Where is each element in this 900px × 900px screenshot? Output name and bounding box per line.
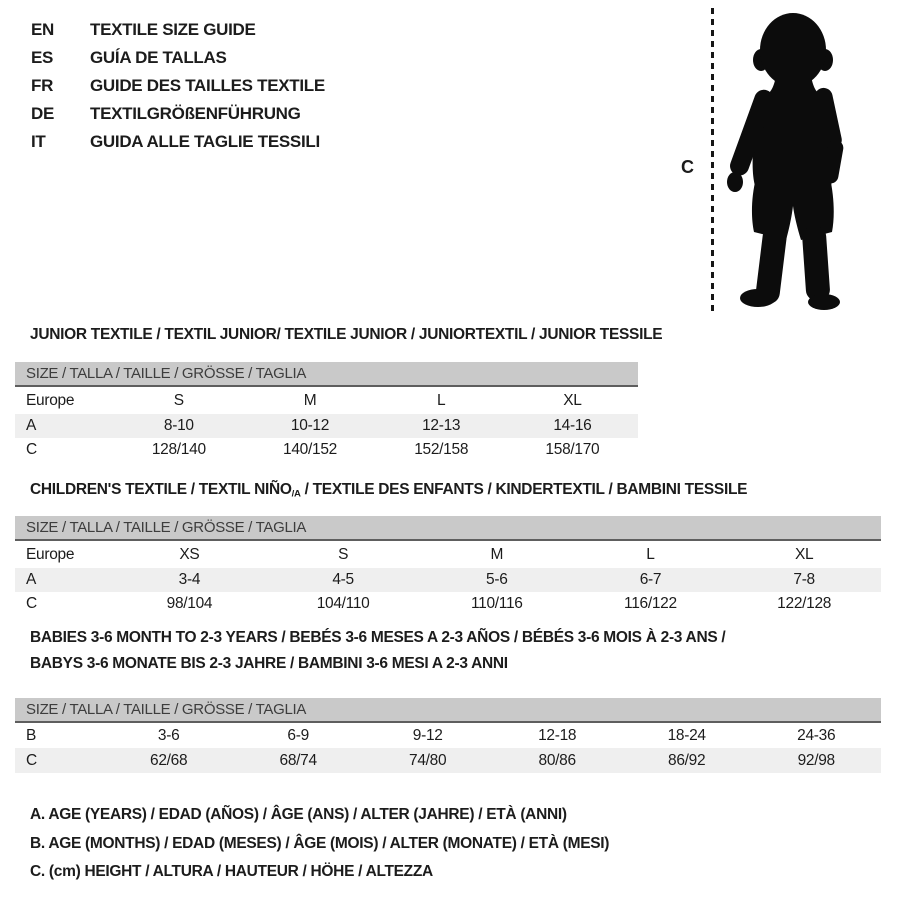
table-row [15, 414, 638, 438]
value-cell: 98/104 [166, 595, 213, 612]
value-cell: 5-6 [486, 571, 508, 588]
value-cell: 128/140 [151, 441, 206, 458]
language-code: EN [31, 20, 55, 39]
language-title: GUIDA ALLE TAGLIE TESSILI [90, 132, 320, 151]
children-table [15, 541, 881, 616]
note-a: A. AGE (YEARS) / EDAD (AÑOS) / ÂGE (ANS) / ALTER (JAHRE) / ETÀ (ANNI) [30, 806, 567, 824]
value-cell: S [338, 545, 349, 563]
row-label-cell: C [26, 595, 37, 612]
babies-section-title-line2: BABYS 3-6 MONATE BIS 2-3 JAHRE / BAMBINI 3-6 MESI A 2-3 ANNI [30, 655, 508, 672]
value-cell: 3-4 [178, 571, 201, 588]
value-cell: 68/74 [279, 751, 317, 769]
legend-notes [30, 801, 609, 887]
toddler-silhouette-icon [720, 10, 870, 312]
value-cell: 80/86 [538, 751, 576, 769]
value-cell: 6-7 [639, 571, 662, 588]
children-size-table [15, 516, 881, 616]
language-row-de [31, 100, 325, 128]
children-section-title [30, 481, 747, 499]
value-cell: 14-16 [553, 417, 592, 434]
table-header-row [15, 387, 638, 414]
table-row [15, 592, 881, 616]
babies-table [15, 723, 881, 773]
value-cell: M [303, 391, 317, 409]
value-cell: L [646, 545, 655, 563]
value-cell: 86/92 [668, 751, 706, 769]
value-cell: XS [179, 545, 200, 563]
value-cell: 8-10 [163, 417, 194, 434]
row-label-cell: C [26, 441, 37, 458]
value-cell: XL [794, 545, 814, 563]
children-title-part1: CHILDREN'S TEXTILE / TEXTIL NIÑO [30, 481, 292, 498]
junior-size-table [15, 362, 638, 462]
value-cell: 152/158 [414, 441, 469, 458]
language-code: IT [31, 132, 46, 151]
size-header-band: SIZE / TALLA / TAILLE / GRÖSSE / TAGLIA [15, 516, 881, 541]
value-cell: 122/128 [777, 595, 832, 612]
size-header-band: SIZE / TALLA / TAILLE / GRÖSSE / TAGLIA [15, 698, 881, 723]
value-cell: 12-18 [538, 726, 577, 744]
table-row [15, 568, 881, 592]
note-c: C. (cm) HEIGHT / ALTURA / HAUTEUR / HÖHE / ALTEZZA [30, 863, 433, 881]
table-row [15, 438, 638, 462]
row-label-cell: A [26, 417, 37, 434]
language-row-fr [31, 72, 325, 100]
row-label-cell: B [26, 726, 37, 744]
value-cell: 18-24 [667, 726, 706, 744]
language-code: DE [31, 104, 55, 123]
children-title-subscript: /A [291, 488, 301, 500]
children-title-part2: / TEXTILE DES ENFANTS / KINDERTEXTIL / BAMBINI TESSILE [300, 481, 748, 498]
note-b: B. AGE (MONTHS) / EDAD (MESES) / ÂGE (MOIS) / ALTER (MONATE) / ETÀ (MESI) [30, 834, 610, 852]
babies-size-table [15, 698, 881, 773]
value-cell: 104/110 [316, 595, 370, 612]
language-title: TEXTILGRÖßENFÜHRUNG [90, 104, 301, 123]
value-cell: 24-36 [797, 726, 836, 744]
value-cell: M [490, 545, 504, 563]
row-label-cell: Europe [26, 545, 75, 563]
value-cell: 10-12 [290, 417, 330, 434]
toddler-silhouette-shapes [727, 13, 845, 310]
value-cell: 62/68 [150, 751, 188, 769]
language-title: GUÍA DE TALLAS [90, 48, 227, 67]
value-cell: 116/122 [624, 595, 677, 612]
height-marker-label: C [681, 157, 694, 177]
junior-table [15, 387, 638, 462]
value-cell: 7-8 [793, 571, 815, 588]
row-label-cell: A [26, 571, 37, 588]
row-label-cell: Europe [26, 391, 75, 409]
table-row [15, 723, 881, 748]
language-code: ES [31, 48, 54, 67]
row-label-cell: C [26, 751, 37, 769]
language-row-it [31, 128, 325, 156]
value-cell: 9-12 [412, 726, 443, 744]
size-header-band: SIZE / TALLA / TAILLE / GRÖSSE / TAGLIA [15, 362, 638, 387]
value-cell: 140/152 [283, 441, 337, 458]
language-title: GUIDE DES TAILLES TEXTILE [90, 76, 325, 95]
value-cell: XL [563, 391, 582, 409]
height-dotted-line [711, 8, 714, 311]
value-cell: 158/170 [545, 441, 600, 458]
babies-section-title-line1: BABIES 3-6 MONTH TO 2-3 YEARS / BEBÉS 3-6 MESES A 2-3 AÑOS / BÉBÉS 3-6 MOIS À 2-3 ANS / [30, 629, 726, 646]
value-cell: 6-9 [287, 726, 309, 744]
value-cell: 92/98 [797, 751, 835, 769]
language-row-en [31, 16, 325, 44]
value-cell: 12-13 [422, 417, 461, 434]
language-code: FR [31, 76, 54, 95]
table-header-row [15, 541, 881, 568]
language-title: TEXTILE SIZE GUIDE [90, 20, 256, 39]
value-cell: 110/116 [470, 595, 523, 612]
language-row-es [31, 44, 325, 72]
value-cell: S [173, 391, 184, 409]
language-list [31, 16, 325, 156]
junior-section-title: JUNIOR TEXTILE / TEXTIL JUNIOR/ TEXTILE JUNIOR / JUNIORTEXTIL / JUNIOR TESSILE [30, 326, 663, 343]
table-row [15, 748, 881, 773]
value-cell: 3-6 [157, 726, 180, 744]
value-cell: L [437, 391, 446, 409]
value-cell: 4-5 [332, 571, 354, 588]
value-cell: 74/80 [409, 751, 447, 769]
